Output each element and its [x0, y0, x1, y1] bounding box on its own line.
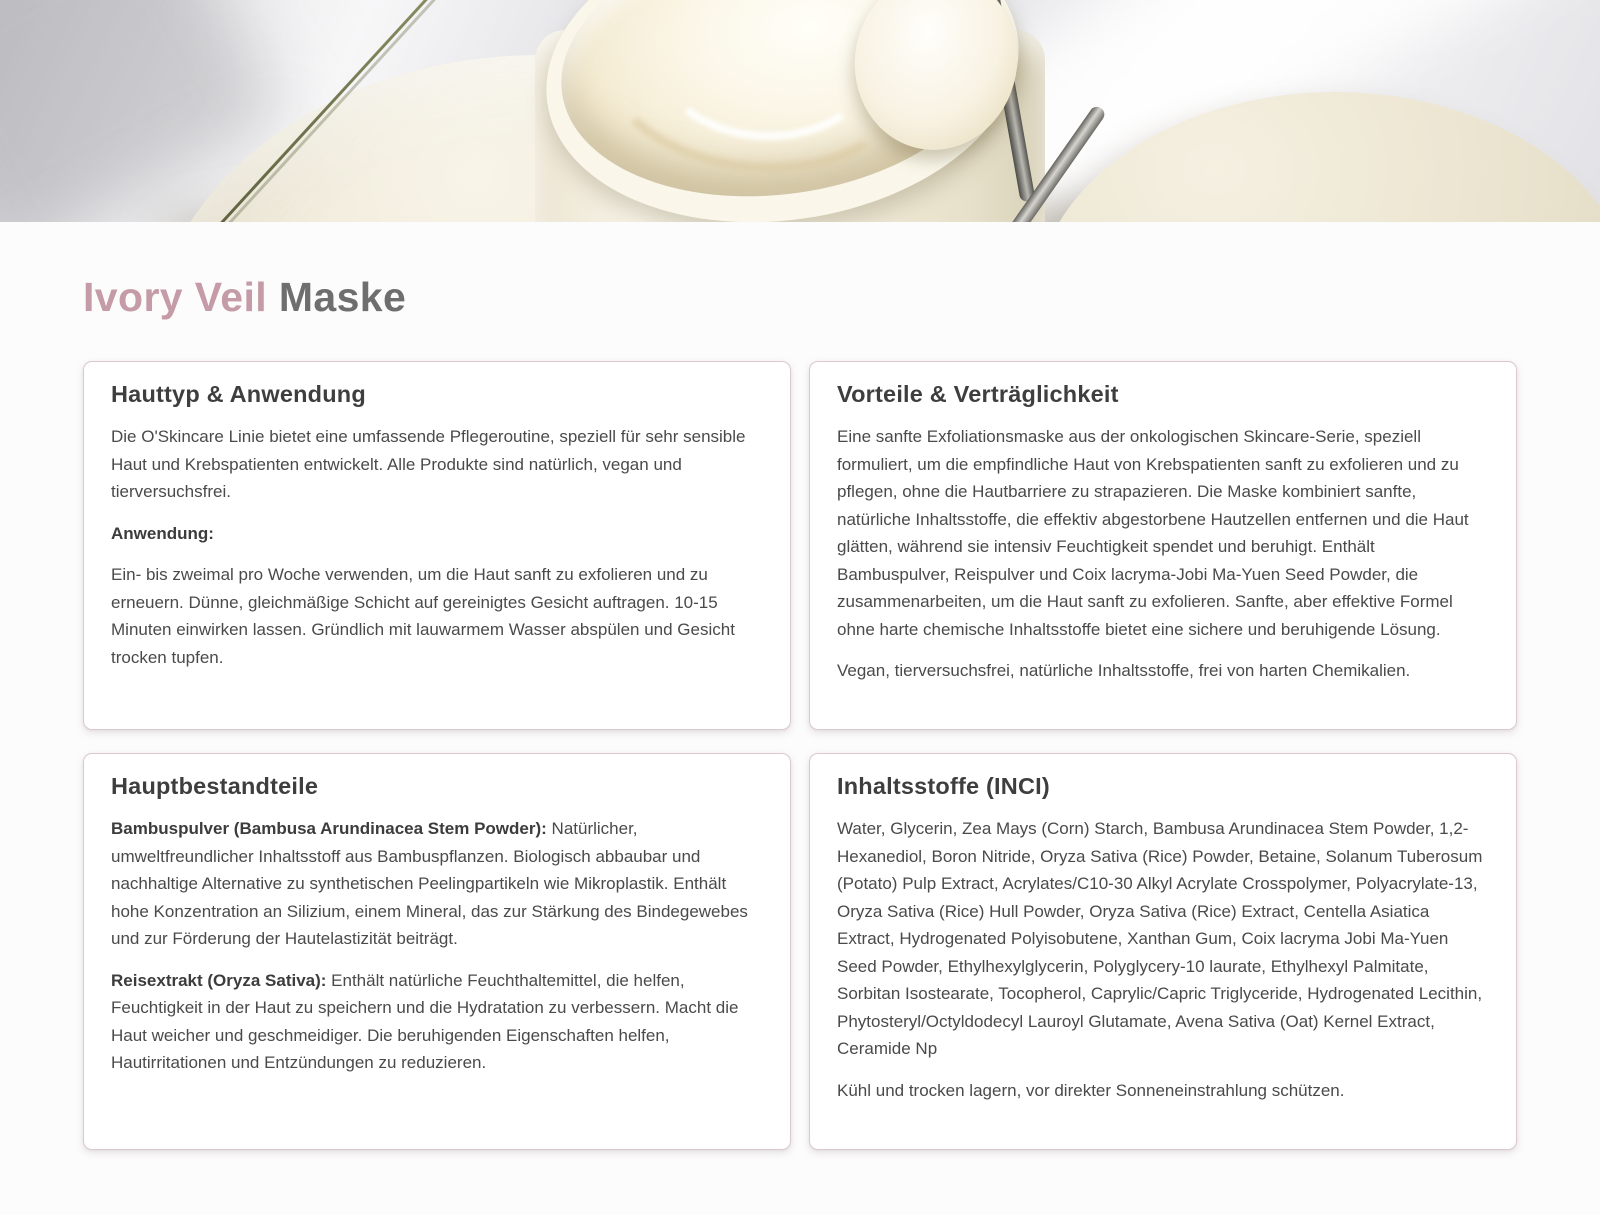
page-title — [83, 275, 1517, 320]
card-paragraph: Eine sanfte Exfoliationsmaske aus der onkologischen Skincare-Serie, speziell formuliert, um die empfindliche Haut von Krebspatienten sanft zu exfolieren und zu pflegen, ohne die Hautbarriere zu strapazieren. Die Maske kombiniert sanfte, natürliche Inhaltsstoffe, die effektiv abgestorbene Hautzellen entfernen und die Haut glätten, während sie intensiv Feuchtigkeit spendet und beruhigt. Enthält Bambuspulver, Reispulver und Coix lacryma-Jobi Ma-Yuen Seed Powder, die zusammenarbeiten, um die Haut sanft zu exfolieren. Sanfte, aber effektive Formel ohne harte chemische Inhaltsstoffe bietet eine sichere und beruhigende Lösung. — [837, 427, 1469, 639]
card-paragraph: Kühl und trocken lagern, vor direkter Sonneneinstrahlung schützen. — [837, 1080, 1345, 1100]
product-info-section — [0, 275, 1600, 1208]
card-paragraph: Vegan, tierversuchsfrei, natürliche Inhaltsstoffe, frei von harten Chemikalien. — [837, 661, 1411, 681]
card-title: Inhaltsstoffe (INCI) — [837, 773, 1050, 800]
card-hauttyp-anwendung — [83, 361, 791, 730]
card-title: Vorteile & Verträglichkeit — [837, 381, 1119, 408]
page-title-product-name: Ivory Veil — [83, 274, 268, 320]
card-paragraph: Ein- bis zweimal pro Woche verwenden, um die Haut sanft zu exfolieren und zu erneuern. Dünne, gleichmäßige Schicht auf gereinigtes Gesicht auftragen. 10-15 Minuten einwirken lassen. Gründlich mit lauwarmem Wasser abspülen und Gesicht trocken tupfen. — [111, 565, 735, 667]
card-paragraph: Anwendung: — [111, 523, 214, 543]
card-paragraph: Water, Glycerin, Zea Mays (Corn) Starch, Bambusa Arundinacea Stem Powder, 1,2-Hexanediol, Boron Nitride, Oryza Sativa (Rice) Powder, Betaine, Solanum Tuberosum (Potato) Pulp Extract, Acrylates/C10-30 Alkyl Acrylate Crosspolymer, Polyacrylate-13, Oryza Sativa (Rice) Hull Powder, Oryza Sativa (Rice) Extract, Centella Asiatica Extract, Hydrogenated Polyisobutene, Xanthan Gum, Coix lacryma Jobi Ma-Yuen Seed Powder, Ethylhexylglycerin, Polyglycery-10 laurate, Ethylhexyl Palmitate, Sorbitan Isostearate, Tocopherol, Caprylic/Capric Triglyceride, Hydrogenated Lecithin, Phytosteryl/Octyldodecyl Lauroyl Glutamate, Avena Sativa (Oat) Kernel Extract, Ceramide Np — [837, 819, 1483, 1059]
card-inhaltsstoffe-inci — [809, 753, 1517, 1150]
card-paragraph: Bambuspulver (Bambusa Arundinacea Stem Powder): Natürlicher, umweltfreundlicher Inhaltsstoff aus Bambuspflanzen. Biologisch abbaubar und nachhaltige Alternative zu synthetischen Peelingpartikeln wie Mikroplastik. Enthält hohe Konzentration an Silizium, einem Mineral, das zur Stärkung des Bindegewebes und zur Förderung der Hautelastizität beiträgt. — [111, 819, 748, 949]
page-title-product-type: Maske — [267, 274, 407, 320]
card-title: Hauptbestandteile — [111, 773, 319, 800]
card-title: Hauttyp & Anwendung — [111, 381, 366, 408]
info-cards-grid — [83, 361, 1517, 1208]
hero-image — [0, 0, 1600, 222]
card-paragraph: Die O'Skincare Linie bietet eine umfassende Pflegeroutine, speziell für sehr sensible Haut und Krebspatienten entwickelt. Alle Produkte sind natürlich, vegan und tierversuchsfrei. — [111, 427, 746, 502]
card-paragraph: Reisextrakt (Oryza Sativa): Enthält natürliche Feuchthaltemittel, die helfen, Feuchtigkeit in der Haut zu speichern und die Hydratation zu verbessern. Macht die Haut weicher und geschmeidiger. Die beruhigenden Eigenschaften helfen, Hautirritationen und Entzündungen zu reduzieren. — [111, 970, 739, 1073]
card-hauptbestandteile — [83, 753, 791, 1150]
card-vorteile-vertraeglichkeit — [809, 361, 1517, 730]
